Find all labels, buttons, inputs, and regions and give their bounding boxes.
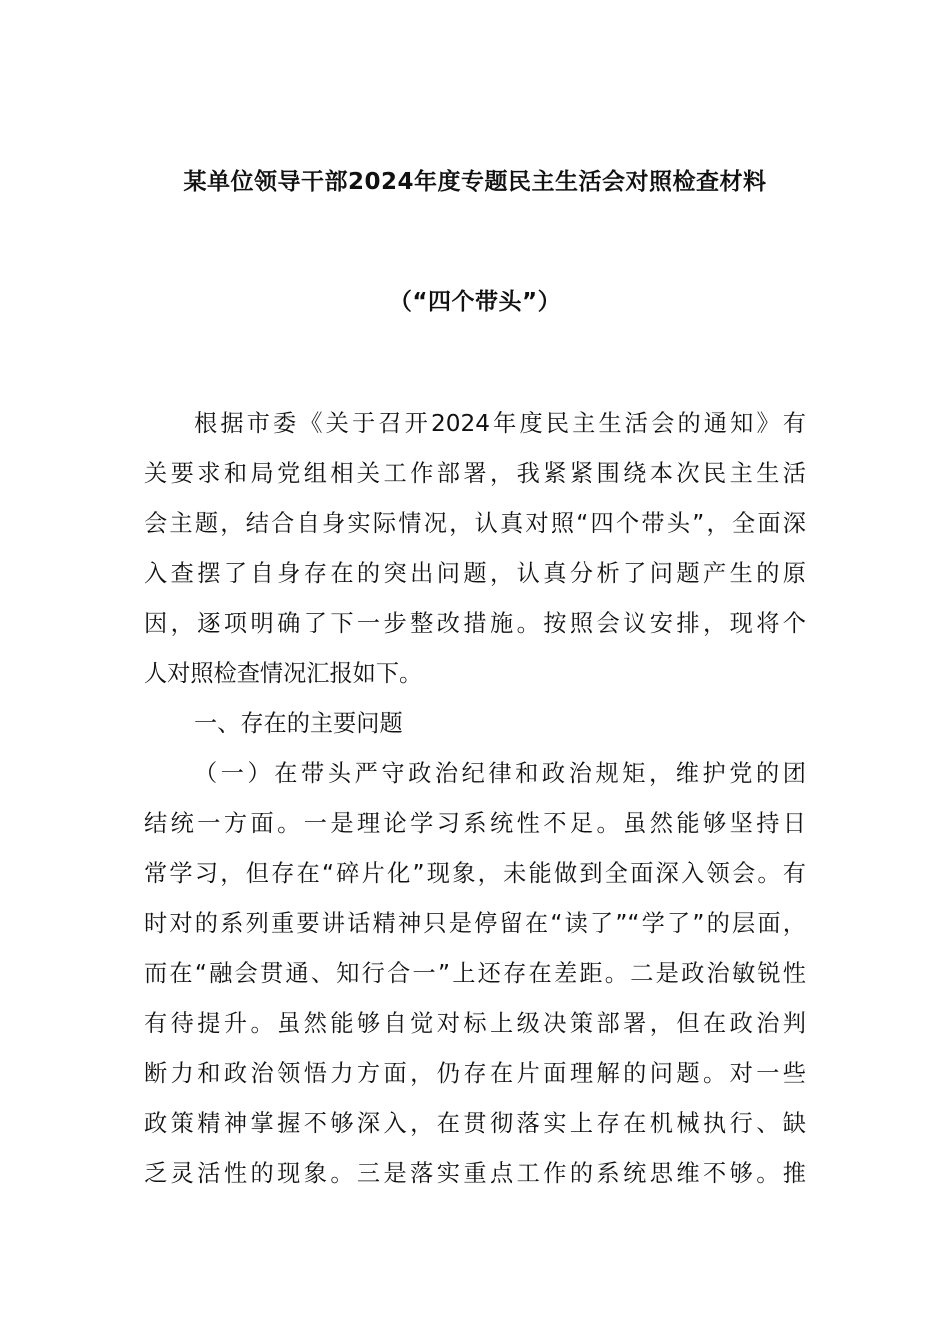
document-body [144,399,806,1199]
section-line: 有待提升。虽然能够自觉对标上级决策部署，但在政治判 [144,1010,806,1037]
intro-line: 会主题，结合自身实际情况，认真对照“四个带头”，全面深 [144,510,806,537]
section-line: 政策精神掌握不够深入，在贯彻落实上存在机械执行、缺 [144,1110,806,1137]
section-line: 而在“融会贯通、知行合一”上还存在差距。二是政治敏锐性 [144,960,806,987]
intro-line: 关要求和局党组相关工作部署，我紧紧围绕本次民主生活 [144,460,806,487]
section-line: 断力和政治领悟力方面，仍存在片面理解的问题。对一些 [144,1060,806,1087]
section-line: 常学习，但存在“碎片化”现象，未能做到全面深入领会。有 [144,860,806,887]
intro-line: 根据市委《关于召开2024年度民主生活会的通知》有 [194,410,806,437]
intro-line: 人对照检查情况汇报如下。 [144,660,423,687]
section-line: （一）在带头严守政治纪律和政治规矩，维护党的团 [194,760,806,787]
section-line: 乏灵活性的现象。三是落实重点工作的系统思维不够。推 [144,1160,806,1187]
section-heading: 一、存在的主要问题 [194,710,403,737]
intro-line: 因，逐项明确了下一步整改措施。按照会议安排，现将个 [144,610,806,637]
section-line: 时对的系列重要讲话精神只是停留在“读了”“学了”的层面， [144,910,806,937]
document-title: 某单位领导干部2024年度专题民主生活会对照检查材料 [183,169,767,195]
section-line: 结统一方面。一是理论学习系统性不足。虽然能够坚持日 [144,810,806,837]
intro-line: 入查摆了自身存在的突出问题，认真分析了问题产生的原 [144,560,806,587]
document-subtitle: （“四个带头”） [388,289,562,315]
